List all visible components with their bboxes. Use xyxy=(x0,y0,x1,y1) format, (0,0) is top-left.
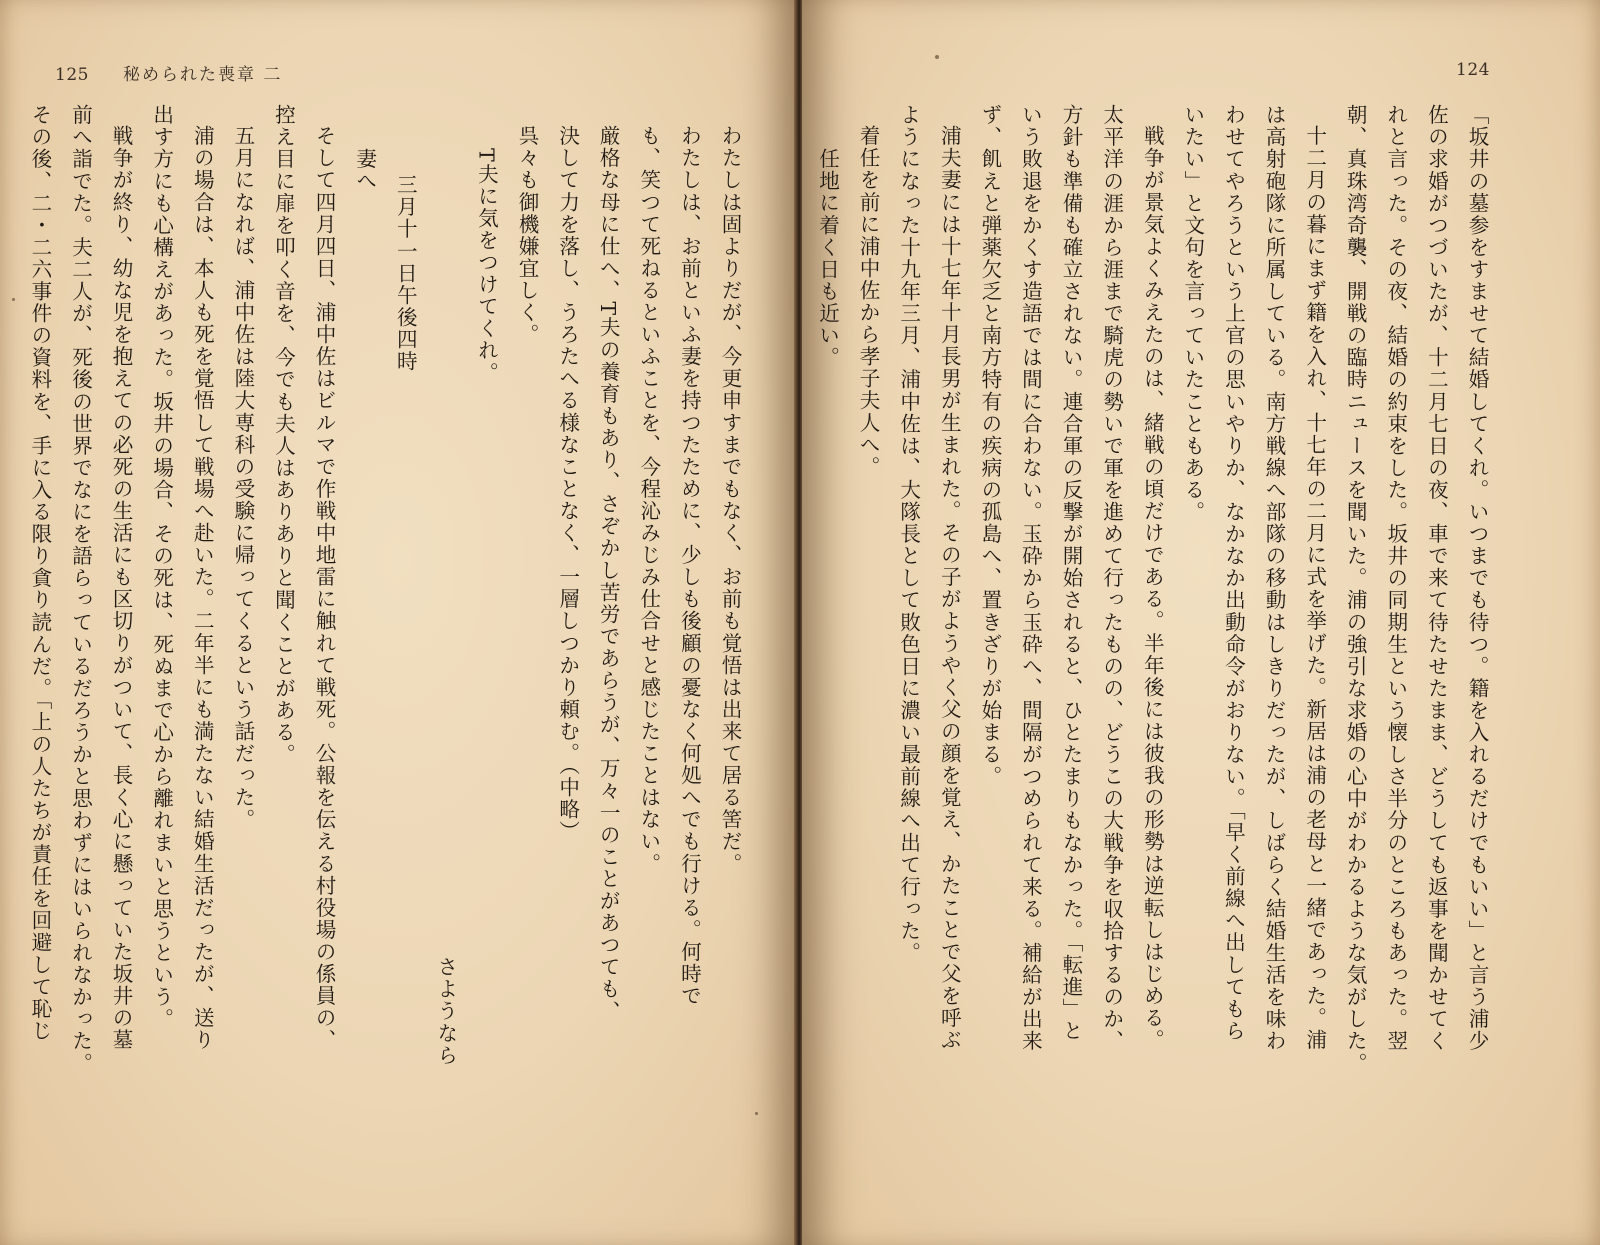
right-text-line: 十二月の暮にまず籍を入れ、十七年の二月に式を挙げた。新居は浦の老母と一緒であった。浦 xyxy=(1302,125,1327,1052)
right-text-line: いう敗退をかくす造語では間に合わない。玉砕から玉砕へ、間隔がつめられて来る。補給が出来 xyxy=(1018,104,1043,1053)
left-page-number: 125 xyxy=(55,65,89,85)
right-text-line: 浦夫妻には十七年十月長男が生まれた。その子がようやく父の顔を覚え、かたことで父を呼ぶ xyxy=(937,125,962,1052)
right-text-line: 「坂井の墓参をすませて結婚してくれ。いつまでも待つ。籍を入れるだけでもいい」と言う浦少 xyxy=(1465,104,1489,1053)
right-page-header xyxy=(1456,60,1490,80)
right-text-line: 着任を前に浦中佐から孝子夫人へ。 xyxy=(856,125,881,478)
left-text-line: 呉々も御機嫌宜しく。 xyxy=(515,125,540,346)
left-text-line: わたしは、お前といふ妻を持つたために、少しも後顧の憂なく何処へでも行ける。何時で xyxy=(677,125,702,1007)
left-text-line: さようなら xyxy=(433,956,458,1067)
running-title: 秘められた喪章 二 xyxy=(122,65,283,85)
right-text-line: は高射砲隊に所属している。南方戦線へ部隊の移動はしきりだったが、しばらく結婚生活を味わ xyxy=(1262,104,1287,1053)
left-page-header xyxy=(55,60,282,85)
right-text-line: 佐の求婚がつづいたが、十二月七日の夜、車で来て待たせたまま、どうしても返事を聞かせてく xyxy=(1424,104,1449,1053)
right-page-body xyxy=(807,104,1497,1216)
right-page-number: 124 xyxy=(1456,60,1490,80)
right-text-line: 方針も準備も確立されない。連合軍の反撃が開始されると、ひとたまりもなかった。「転進」と xyxy=(1059,104,1084,1042)
left-text-line: わたしは固よりだが、今更申すまでもなく、お前も覚悟は出来て居る筈だ。 xyxy=(718,125,742,875)
right-text-line: 戦争が景気よくみえたのは、緒戦の頃だけである。半年後には彼我の形勢は逆転しはじめる。 xyxy=(1140,125,1165,1052)
paper-speck xyxy=(935,55,939,59)
right-text-line: 朝、真珠湾奇襲、開戦の臨時ニュースを聞いた。浦の強引な求婚の心中がわかるような気がした。 xyxy=(1343,104,1368,1075)
right-text-line: わせてやろうという上官の思いやりか、なかなか出動命令がおりない。「早く前線へ出してもら xyxy=(1221,104,1246,1042)
left-page xyxy=(0,0,796,1245)
right-text-line: いたい」と文句を言っていたこともある。 xyxy=(1180,104,1205,523)
left-text-line: 厳格な母に仕へ、T夫の養育もあり、さぞかし苦労であらうが、万々一のことがあつても、 xyxy=(596,125,621,1023)
paper-speck xyxy=(12,298,15,301)
left-text-line: 五月になれば、浦中佐は陸大専科の受験に帰ってくるという話だった。 xyxy=(230,125,255,831)
left-text-line: T夫に気をつけてくれ。 xyxy=(474,148,499,384)
paper-speck xyxy=(755,1112,758,1115)
left-text-line: その後、二・二六事件の資料を、手に入る限り貪り読んだ。「上の人たちが責任を回避して恥じ xyxy=(27,104,52,1042)
left-text-line: 戦争が終り、幼な児を抱えての必死の生活にも区切りがついて、長く心に懸っていた坂井の墓 xyxy=(109,125,134,1052)
left-page-body xyxy=(20,104,750,1216)
left-text-line: 前へ詣でた。夫二人が、死後の世界でなにを語らっているだろうかと思わずにはいられなかった。 xyxy=(68,104,93,1075)
left-text-line: 控え目に扉を叩く音を、今でも夫人はありありと聞くことがある。 xyxy=(271,104,296,766)
right-text-line: 任地に着く日も近い。 xyxy=(815,148,840,369)
left-text-line: そして四月四日、浦中佐はビルマで作戦中地雷に触れて戦死。公報を伝える村役場の係員の、 xyxy=(312,125,337,1052)
left-text-line: も、笑つて死ねるといふことを、今程沁みじみ仕合せと感じたことはない。 xyxy=(636,125,661,875)
right-text-line: 太平洋の涯から涯まで騎虎の勢いで軍を進めて行ったものの、どうこの大戦争を収拾するのか、 xyxy=(1099,104,1124,1053)
right-text-line: ず、飢えと弾薬欠乏と南方特有の疾病の孤島へ、置きざりが始まる。 xyxy=(977,104,1002,788)
left-text-line: 妻へ xyxy=(352,148,377,193)
left-text-line: 決して力を落し、うろたへる様なことなく、一層しつかり頼む。（中略） xyxy=(555,125,580,843)
left-text-line: 三月十一日午後四時 xyxy=(393,174,418,373)
left-text-line: 出す方にも心構えがあった。坂井の場合、その死は、死ぬまで心から離れまいと思うという。 xyxy=(149,104,174,1031)
right-page xyxy=(802,0,1600,1245)
left-text-line: 浦の場合は、本人も死を覚悟して戦場へ赴いた。二年半にも満たない結婚生活だったが、送り xyxy=(190,125,215,1052)
right-text-line: れと言った。その夜、結婚の約束をした。坂井の同期生という懐しさ半分のところもあった。翌 xyxy=(1383,104,1408,1053)
right-text-line: ようになった十九年三月、浦中佐は、大隊長として敗色日に濃い最前線へ出て行った。 xyxy=(896,104,921,964)
